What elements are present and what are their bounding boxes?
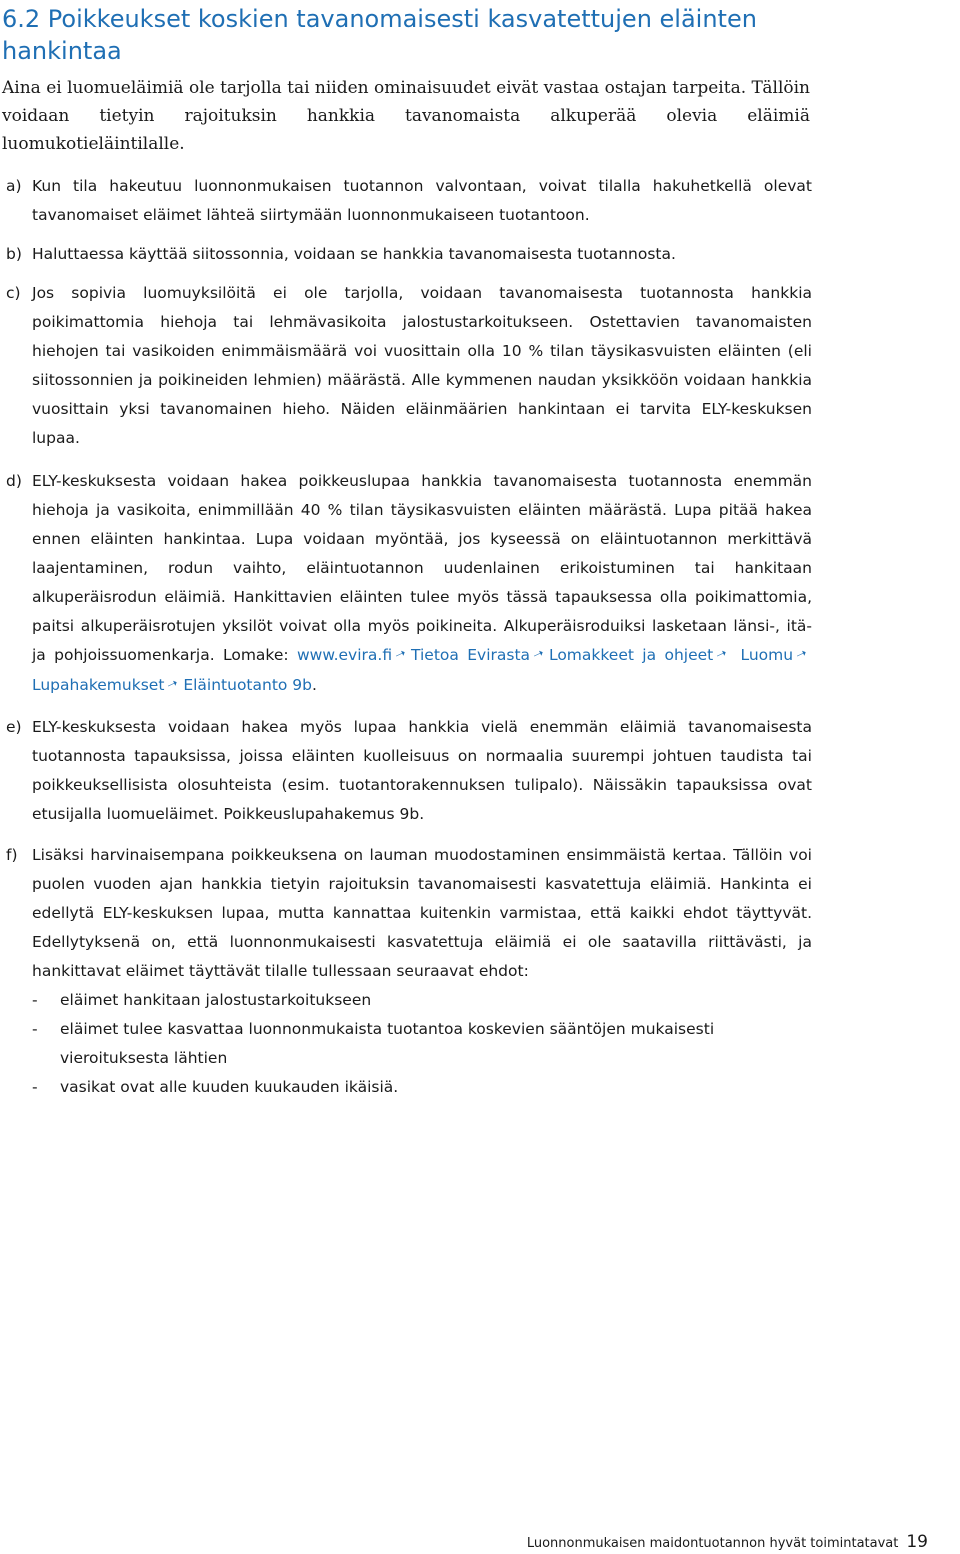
item-body: ELY-keskuksesta voidaan hakea poikkeuslupaa hankkia tavanomaisesta tuotannosta enemmän hiehoja ja vasikoita, enimmillään 40 % tilan täysikasvuisten eläinten määrästä. Lupa pitää hakea ennen eläinten hankintaa. Lupa voidaan myöntää, jos kyseessä on eläintuotannon merkittävä laajentaminen, rodun vaihto, eläintuotannon uudenlainen erikoistuminen tai hankitaan alkuperäisrodun eläimiä. Hankittavien eläinten tulee myös tässä tapauksessa olla poikimattomia, paitsi alkuperäisrotujen yksilöt voivat olla myös poikineita. Alkuperäisroduiksi lasketaan länsi-, itä- ja pohjoissuomenkarja. Lomake: <box>32 472 812 664</box>
path-end: . <box>312 676 317 694</box>
item-text: Haluttaessa käyttää siitossonnia, voidaan se hankkia tavanomaisesta tuotannosta. <box>32 245 676 263</box>
intro-paragraph: Aina ei luomueläimiä ole tarjolla tai niiden ominaisuudet eivät vastaa ostajan tarpeita. Tällöin voidaan tietyin rajoituksin hankkia tavanomaista alkuperää olevia eläimiä luomukotieläintilalle. <box>2 78 810 154</box>
link-luomu[interactable]: Luomu <box>740 646 794 664</box>
item-marker: d) <box>6 472 22 490</box>
list-item-a <box>0 172 812 230</box>
item-marker: f) <box>6 846 18 864</box>
footer-title: Luonnonmukaisen maidontuotannon hyvät toimintatavat <box>526 1536 899 1551</box>
page-footer <box>527 1532 928 1554</box>
sub-item-marker: - <box>32 991 38 1009</box>
sub-item-marker: - <box>32 1078 38 1096</box>
sub-item-marker: - <box>32 1020 38 1038</box>
list-item-c <box>0 279 812 453</box>
link-evira[interactable]: www.evira.fi <box>296 646 393 664</box>
arrow-icon: ➝ <box>392 645 409 664</box>
link-lupahakemukset[interactable]: Lupahakemukset <box>32 676 165 694</box>
item-marker: e) <box>6 718 22 736</box>
item-marker: c) <box>6 284 21 302</box>
page-number: 19 <box>906 1532 928 1552</box>
sub-item-text: eläimet hankitaan jalostustarkoitukseen <box>60 991 372 1009</box>
item-marker: b) <box>6 245 22 263</box>
list-item-f <box>0 841 812 1102</box>
item-text <box>32 467 812 701</box>
sub-item-text: vasikat ovat alle kuuden kuukauden ikäisiä. <box>60 1078 399 1096</box>
sub-item-text: eläimet tulee kasvattaa luonnonmukaista tuotantoa koskevien sääntöjen mukaisesti vieroituksesta lähtien <box>60 1020 715 1067</box>
item-text: Jos sopivia luomuyksilöitä ei ole tarjolla, voidaan tavanomaisesta tuotannosta hankkia poikimattomia hiehoja tai lehmävasikoita jalostustarkoitukseen. Ostettavien tavanomaisten hiehojen tai vasikoiden enimmäismäärä voi vuosittain olla 10 % tilan täysikasvuisten eläinten (eli siitossonnien ja poikineiden lehmien) määrästä. Alle kymmenen naudan yksikköön voidaan hankkia vuosittain yksi tavanomainen hieho. Näiden eläinmäärien hankintaan ei tarvita ELY-keskuksen lupaa. <box>32 284 812 447</box>
item-text: Lisäksi harvinaisempana poikkeuksena on lauman muodostaminen ensimmäistä kertaa. Tällöin voi puolen vuoden ajan hankkia tietyin rajoituksin tavanomaisesti kasvatettuja eläimiä. Hankinta ei edellytä ELY-keskuksen lupaa, mutta kannattaa kuitenkin varmistaa, että kaikki ehdot täyttyvät. Edellytyksenä on, että luonnonmukaisesti kasvatettuja eläimiä ei ole saatavilla riittävästi, ja hankittavat eläimet täyttävät tilalle tullessaan seuraavat ehdot: <box>32 846 812 980</box>
arrow-icon: ➝ <box>164 675 182 694</box>
list-item-e <box>0 713 812 829</box>
sub-item <box>32 986 812 1015</box>
link-elaintuotanto[interactable]: Eläintuotanto 9b <box>183 676 313 694</box>
item-marker: a) <box>6 177 22 195</box>
link-tietoa-evirasta[interactable]: Tietoa Evirasta <box>411 646 531 664</box>
list-item-d <box>0 467 812 701</box>
item-text: ELY-keskuksesta voidaan hakea myös lupaa hankkia vielä enemmän eläimiä tavanomaisesta tuotannosta tapauksissa, joissa eläinten kuolleisuus on normaalia suurempi johtuen taudista tai poikkeuksellisista olosuhteista (esim. tuotantorakennuksen tulipalo). Näissäkin tapauksissa ovat etusijalla luomueläimet. Poikkeuslupahakemus 9b. <box>32 718 812 823</box>
sub-item <box>32 1073 812 1102</box>
link-lomakkeet[interactable]: Lomakkeet ja ohjeet <box>548 646 714 664</box>
arrow-icon: ➝ <box>713 645 730 664</box>
exception-list <box>0 172 812 1102</box>
item-text: Kun tila hakeutuu luonnonmukaisen tuotannon valvontaan, voivat tilalla hakuhetkellä olevat tavanomaiset eläimet lähteä siirtymään luonnonmukaiseen tuotantoon. <box>32 177 812 224</box>
sub-item <box>32 1015 812 1073</box>
section-heading: 6.2 Poikkeukset koskien tavanomaisesti kasvatettujen eläinten hankintaa <box>2 5 757 65</box>
arrow-icon: ➝ <box>530 645 547 664</box>
list-item-b <box>0 240 812 269</box>
arrow-icon: ➝ <box>793 645 810 664</box>
